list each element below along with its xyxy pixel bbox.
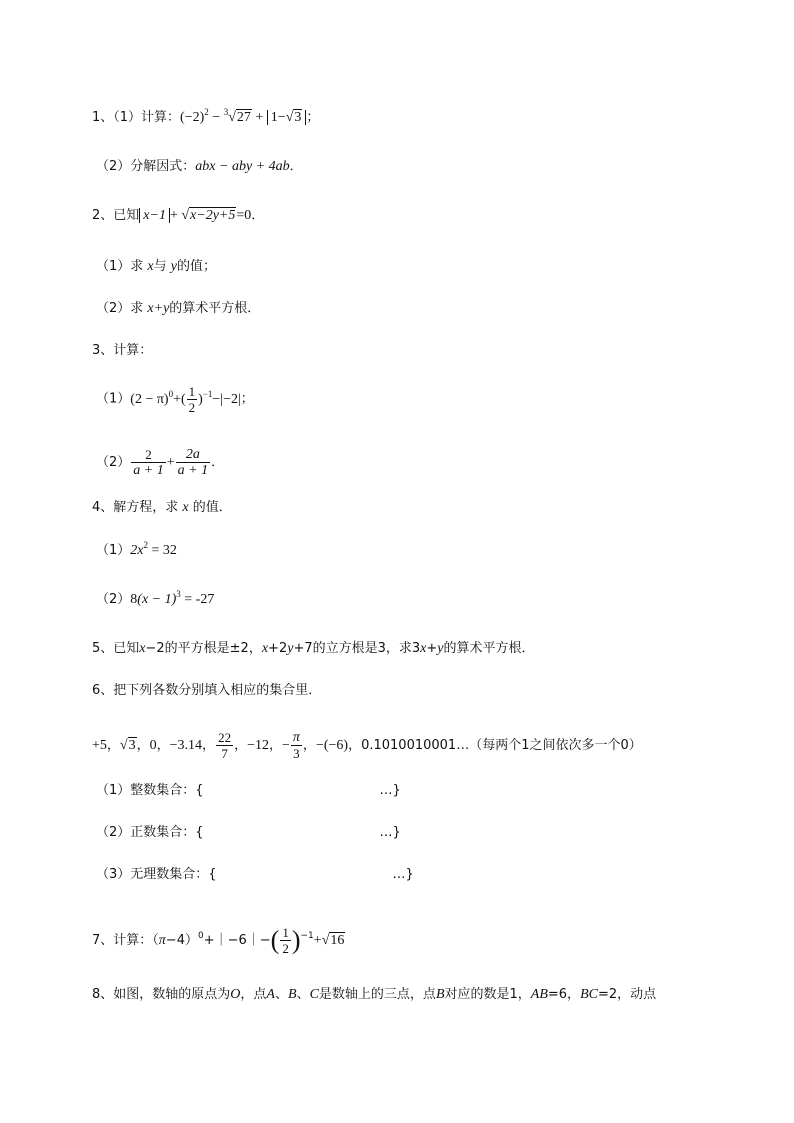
question-3: 3、计算： <box>92 343 153 358</box>
question-3-part-1: $(1)(2 - \pi)^0+$( $\frac{1}{2}$ )$^{-1}$−|−2|； <box>96 384 254 415</box>
question-4-part-1: $(1)2x^2 = 32$ <box>96 540 177 558</box>
q1-factor-expression: abx − aby + 4ab <box>195 159 290 174</box>
question-2-part-2: （2）求 x+y的算术平方根． <box>96 301 261 316</box>
fraction: $\frac{2}{a + 1}$ <box>133 447 164 478</box>
question-5: 5、已知x−2的平方根是±2，x+2y+7的立方根是3，求3x+y的算术平方根． <box>92 641 535 656</box>
question-4: 4、解方程，求 x 的值． <box>92 500 232 515</box>
fraction: $\frac{\pi}{3}$ <box>292 730 300 761</box>
irrational-set-line: （3）无理数集合：{ …} <box>96 867 414 882</box>
positive-set-line: （2）正数集合：{ …} <box>96 825 401 840</box>
integer-set-line: （1）整数集合：{ …} <box>96 783 401 798</box>
fraction: $\frac{22}{7}$ <box>218 730 232 761</box>
question-2-part-1: （1）求 x与 y的值； <box>96 259 217 274</box>
fraction: $\frac{2a}{a + 1}$ <box>177 447 209 478</box>
question-2: 2、已知 x−1 + √x−2y+5=0． <box>92 208 265 223</box>
question-8: 8、如图，数轴的原点为O，点A、B、C是数轴上的三点，点B对应的数是1，AB=6，BC=2，动点 <box>92 987 657 1002</box>
fraction: $\frac{1}{2}$ <box>282 925 289 956</box>
question-3-part-2: （2） $\frac{2}{a + 1}$ + $\frac{2a}{a + 1}$ ． <box>96 447 225 478</box>
question-6: 6、把下列各数分别填入相应的集合里． <box>92 683 322 698</box>
q1-expression: $(-2)^2 - ^3√27 + 1-√3$ <box>180 110 306 125</box>
q1-heading: 1、（1）计算： <box>92 110 181 125</box>
fraction: $\frac{1}{2}$ <box>188 384 196 415</box>
question-1-part-1: 1、（1）计算：$(-2)^2 - ^3√27 + 1-√3$ ； <box>92 107 320 125</box>
question-7: 7、计算：$(\pi-4)^0+|-6|-$( $\frac{1}{2}$ )$^{-1}$+√16 <box>92 925 345 956</box>
question-1-part-2: （2）分解因式：abx − aby + 4ab． <box>96 159 303 174</box>
question-4-part-2: $(2)8(x - 1)^3 = -27$ <box>96 589 215 607</box>
question-6-numbers: +5，√3，0，−3.14， $\frac{22}{7}$ ，−12，− $\frac{\pi}{3}$ ，−(−6)，0.1010010001…（每两个1之间依次多一个0） <box>92 730 642 761</box>
q2-condition: x−1 + √x−2y+5=0 <box>139 207 251 223</box>
